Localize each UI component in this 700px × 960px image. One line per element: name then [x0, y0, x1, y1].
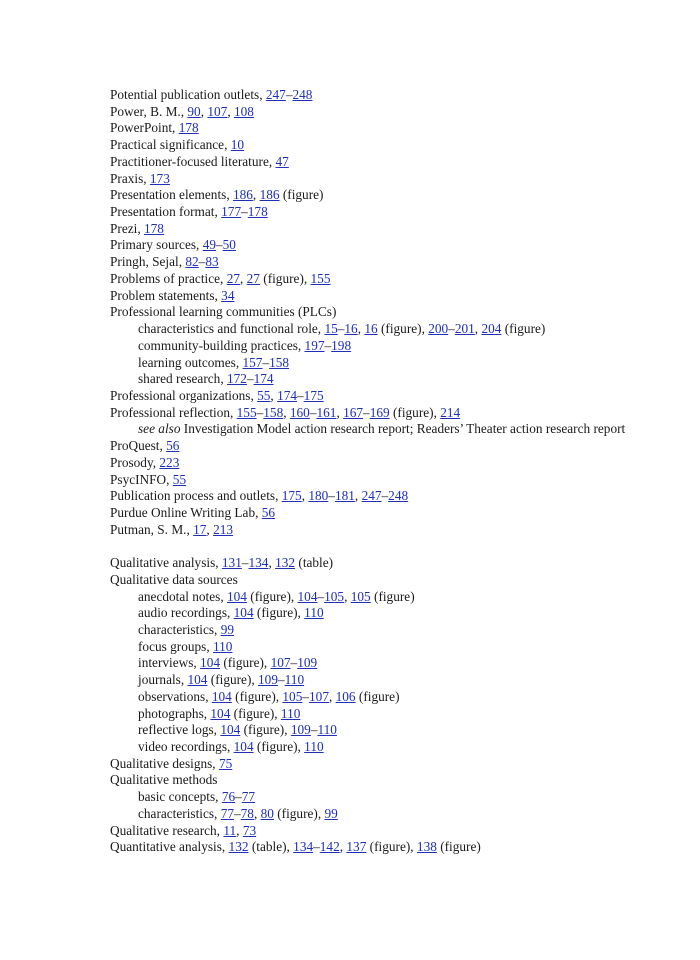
page-link[interactable]: 186: [259, 187, 280, 203]
entry-text: shared research,: [138, 371, 227, 387]
index-entry: [110, 388, 630, 405]
page-link[interactable]: 104: [233, 739, 254, 755]
page-link[interactable]: 56: [261, 504, 276, 520]
index-subentry: [110, 639, 630, 656]
entry-text: characteristics,: [138, 622, 221, 637]
index-subentry: [110, 589, 630, 606]
page-link[interactable]: 16: [364, 321, 378, 337]
entry-text: (figure),: [389, 404, 441, 420]
index-subentry: [110, 371, 630, 388]
index-page: [110, 87, 630, 856]
index-entry: [110, 271, 630, 288]
entry-text: Qualitative analysis,: [110, 555, 222, 571]
page-link[interactable]: 104: [226, 588, 247, 604]
page-link[interactable]: 131: [221, 555, 242, 571]
page-link[interactable]: 104: [210, 705, 231, 721]
page-link[interactable]: 27: [246, 270, 260, 286]
entry-text: ,: [344, 588, 351, 604]
index-entry: [110, 154, 630, 171]
entry-text: characteristics,: [138, 805, 221, 821]
index-entry: [110, 522, 630, 539]
entry-text: –: [309, 404, 317, 420]
entry-text: ,: [336, 404, 344, 420]
index-subentry: [110, 706, 630, 723]
entry-text: (figure),: [240, 722, 291, 738]
page-link[interactable]: 158: [263, 404, 284, 420]
page-link[interactable]: 16: [344, 321, 358, 337]
page-link[interactable]: 104: [187, 672, 208, 688]
page-link[interactable]: 73: [242, 822, 257, 838]
page-link[interactable]: 160: [289, 404, 310, 420]
entry-text: interviews,: [138, 655, 201, 671]
entry-text: video recordings,: [138, 739, 234, 755]
page-link[interactable]: 201: [454, 321, 475, 337]
entry-text: (figure),: [220, 655, 271, 671]
page-link[interactable]: 178: [143, 220, 164, 236]
index-subentry: [110, 338, 630, 355]
entry-text: Potential publication outlets,: [110, 87, 266, 102]
index-subentry: [110, 789, 630, 806]
index-entry: [110, 488, 630, 505]
entry-text: Presentation elements,: [110, 187, 233, 203]
page-link[interactable]: 213: [213, 521, 234, 537]
index-entry: [110, 204, 630, 221]
entry-text: –: [313, 839, 320, 855]
index-entry: [110, 237, 630, 254]
page-link[interactable]: 55: [257, 387, 271, 403]
entry-text: observations,: [138, 688, 212, 704]
page-link[interactable]: 248: [388, 488, 409, 504]
page-link[interactable]: 110: [304, 739, 324, 755]
entry-text: photographs,: [138, 705, 211, 721]
entry-text: Primary sources,: [110, 237, 203, 253]
entry-text: (figure),: [259, 270, 311, 286]
index-entry: [110, 288, 630, 305]
index-subentry: [110, 689, 630, 706]
index-entry: [110, 187, 630, 204]
page-link[interactable]: 110: [317, 722, 337, 738]
entry-text: ,: [200, 103, 208, 119]
page-link[interactable]: 105: [324, 588, 345, 604]
entry-text: focus groups,: [138, 638, 213, 654]
page-link[interactable]: 77: [241, 789, 256, 805]
entry-text: ,: [357, 321, 365, 337]
entry-text: learning outcomes,: [138, 354, 243, 370]
page-link[interactable]: 104: [200, 655, 220, 671]
entry-text: Power, B. M.,: [110, 103, 188, 119]
entry-text: –: [310, 722, 318, 738]
entry-text: Problem statements,: [110, 287, 222, 303]
entry-text: (figure): [355, 688, 400, 704]
page-link[interactable]: 200: [428, 321, 449, 337]
index-entry: [110, 572, 630, 589]
page-link[interactable]: 248: [292, 87, 313, 102]
entry-text: –: [448, 321, 455, 337]
page-link[interactable]: 180: [308, 488, 329, 504]
entry-text: Prezi,: [110, 220, 144, 236]
index-entry: [110, 304, 630, 321]
page-link[interactable]: 55: [172, 471, 187, 487]
page-link[interactable]: 167: [343, 404, 364, 420]
page-link[interactable]: 157: [242, 354, 263, 370]
page-link[interactable]: 175: [303, 387, 324, 403]
page-link[interactable]: 158: [269, 354, 290, 370]
entry-text: (figure): [279, 187, 324, 203]
entry-text: Pringh, Sejal,: [110, 254, 186, 270]
page-link[interactable]: 10: [230, 137, 245, 153]
page-link[interactable]: 104: [211, 688, 232, 704]
entry-text: Qualitative methods: [110, 772, 218, 788]
page-link[interactable]: 174: [253, 371, 274, 387]
index-entry: [110, 87, 630, 104]
index-subentry: [110, 605, 630, 622]
index-subentry: [110, 655, 630, 672]
entry-text: ,: [206, 521, 214, 537]
entry-text: Professional organizations,: [110, 387, 258, 403]
entry-text: –: [302, 688, 310, 704]
page-link[interactable]: 110: [212, 638, 233, 654]
page-link[interactable]: 110: [284, 672, 305, 688]
page-link[interactable]: 99: [220, 622, 234, 637]
entry-text: –: [324, 337, 332, 353]
entry-text: Professional learning communities (PLCs): [110, 304, 337, 320]
entry-text: ,: [227, 103, 234, 119]
page-link[interactable]: 107: [309, 688, 329, 704]
entry-text: –: [216, 237, 223, 253]
entry-text: ,: [283, 404, 290, 420]
index-entry: [110, 756, 630, 773]
page-link[interactable]: 27: [226, 270, 240, 286]
entry-text: –: [241, 555, 249, 571]
entry-text: (figure),: [231, 688, 283, 704]
entry-text: Presentation format,: [110, 204, 222, 220]
index-subentry: [110, 806, 630, 823]
page-link[interactable]: 132: [275, 555, 296, 571]
page-link[interactable]: 50: [222, 237, 236, 253]
page-link[interactable]: 104: [220, 722, 241, 738]
page-link[interactable]: 142: [319, 839, 340, 855]
entry-text: (figure),: [377, 321, 429, 337]
entry-text: –: [235, 789, 242, 805]
page-link[interactable]: 56: [166, 438, 180, 454]
entry-text: Practitioner-focused literature,: [110, 153, 276, 169]
entry-text: audio recordings,: [138, 605, 234, 621]
index-entry: [110, 839, 630, 856]
page-link[interactable]: 178: [247, 204, 268, 220]
page-link[interactable]: 169: [369, 404, 390, 420]
entry-text: ,: [301, 488, 309, 504]
page-link[interactable]: 77: [220, 805, 234, 821]
page-link[interactable]: 106: [335, 688, 356, 704]
page-link[interactable]: 138: [416, 839, 437, 855]
entry-text: –: [328, 488, 335, 504]
entry-text: Professional reflection,: [110, 404, 237, 420]
index-entry: [110, 472, 630, 489]
entry-text: Qualitative data sources: [110, 571, 238, 587]
index-entry: [110, 555, 630, 572]
page-link[interactable]: 17: [193, 521, 207, 537]
entry-text: ,: [252, 187, 260, 203]
page-link[interactable]: 161: [316, 404, 337, 420]
page-link[interactable]: 109: [297, 655, 318, 671]
page-link[interactable]: 174: [277, 387, 298, 403]
page-link[interactable]: 109: [290, 722, 311, 738]
entry-text: –: [198, 254, 206, 270]
page-link[interactable]: 109: [258, 672, 278, 688]
page-link[interactable]: 197: [304, 337, 325, 353]
entry-text: Practical significance,: [110, 137, 231, 153]
entry-text: community-building practices,: [138, 337, 305, 353]
page-link[interactable]: 99: [324, 805, 338, 821]
entry-text: (figure): [501, 321, 546, 337]
index-subentry: [110, 672, 630, 689]
page-link[interactable]: 108: [233, 103, 254, 119]
index-entry: [110, 772, 630, 789]
page-link[interactable]: 172: [226, 371, 247, 387]
page-link[interactable]: 11: [223, 822, 237, 838]
page-link[interactable]: 178: [178, 120, 199, 136]
page-link[interactable]: 214: [440, 404, 461, 420]
entry-text: –: [234, 805, 241, 821]
page-link[interactable]: 247: [361, 488, 382, 504]
page-link[interactable]: 204: [481, 321, 502, 337]
index-entry: [110, 823, 630, 840]
page-link[interactable]: 104: [233, 605, 254, 621]
page-link[interactable]: 78: [240, 805, 254, 821]
entry-text: ,: [328, 688, 336, 704]
entry-text: Publication process and outlets,: [110, 488, 282, 504]
page-link[interactable]: 223: [159, 454, 180, 470]
entry-text: ,: [354, 488, 362, 504]
index-entry: [110, 171, 630, 188]
index-entry: [110, 505, 630, 522]
entry-text: –: [337, 321, 345, 337]
page-link[interactable]: 134: [248, 555, 269, 571]
page-link[interactable]: 134: [293, 839, 314, 855]
entry-text: ,: [339, 839, 347, 855]
page-link[interactable]: 105: [282, 688, 303, 704]
entry-text: characteristics and functional role,: [138, 321, 325, 337]
index-entry: [110, 254, 630, 271]
index-subentry: [110, 722, 630, 739]
page-link[interactable]: 137: [346, 839, 367, 855]
index-entry: [110, 104, 630, 121]
entry-text: –: [277, 672, 285, 688]
page-link[interactable]: 247: [265, 87, 286, 102]
entry-text: anecdotal notes,: [138, 588, 227, 604]
entry-text: ,: [474, 321, 482, 337]
page-link[interactable]: 75: [218, 755, 233, 771]
page-link[interactable]: 107: [207, 103, 228, 119]
page-link[interactable]: 47: [275, 153, 289, 169]
entry-text: PowerPoint,: [110, 120, 179, 136]
index-subentry: [110, 739, 630, 756]
entry-text: (figure),: [230, 705, 281, 721]
entry-text: Quantitative analysis,: [110, 839, 229, 855]
entry-text: –: [262, 354, 270, 370]
page-link[interactable]: 83: [205, 254, 219, 270]
index-entry: [110, 405, 630, 422]
entry-text: –: [246, 371, 254, 387]
page-link[interactable]: 155: [310, 270, 331, 286]
page-link[interactable]: 49: [202, 237, 216, 253]
page-link[interactable]: 175: [281, 488, 302, 504]
index-entry: [110, 221, 630, 238]
page-link[interactable]: 177: [221, 204, 242, 220]
page-link[interactable]: 90: [187, 103, 201, 119]
page-link[interactable]: 110: [280, 705, 301, 721]
entry-text: ,: [270, 387, 278, 403]
entry-text: (figure),: [246, 588, 298, 604]
entry-text: basic concepts,: [138, 789, 222, 805]
entry-text: (figure),: [366, 839, 417, 855]
entry-text: (figure): [370, 588, 415, 604]
entry-text: –: [256, 404, 264, 420]
entry-text: ,: [268, 555, 276, 571]
entry-text: Qualitative designs,: [110, 755, 219, 771]
entry-text: Problems of practice,: [110, 270, 227, 286]
entry-text: (figure),: [207, 672, 259, 688]
entry-text: ,: [236, 822, 243, 838]
index-entry: [110, 137, 630, 154]
index-entry: [110, 438, 630, 455]
entry-text: –: [297, 387, 304, 403]
entry-text: journals,: [138, 672, 188, 688]
page-link[interactable]: 186: [232, 187, 253, 203]
entry-text: (figure): [436, 839, 481, 855]
entry-text: Prosody,: [110, 454, 160, 470]
page-link[interactable]: 198: [331, 337, 352, 353]
index-subentry: [110, 355, 630, 372]
entry-text: (figure),: [273, 805, 325, 821]
entry-text: Investigation Model action research report; Readers’ Theater action research report: [180, 421, 626, 437]
entry-text: (figure),: [253, 605, 305, 621]
page-link[interactable]: 105: [350, 588, 371, 604]
entry-text: –: [290, 655, 298, 671]
page-link[interactable]: 155: [236, 404, 257, 420]
page-link[interactable]: 132: [228, 839, 249, 855]
index-entry: [110, 455, 630, 472]
entry-text: –: [363, 404, 370, 420]
entry-text: –: [285, 87, 293, 102]
entry-text: Purdue Online Writing Lab,: [110, 504, 262, 520]
entry-text: ProQuest,: [110, 438, 167, 454]
entry-text: reflective logs,: [138, 722, 221, 738]
entry-text: (figure),: [253, 739, 305, 755]
entry-text: Qualitative research,: [110, 822, 224, 838]
page-link[interactable]: 110: [304, 605, 324, 621]
entry-text: Putman, S. M.,: [110, 521, 194, 537]
page-link[interactable]: 107: [270, 655, 291, 671]
entry-text: ,: [239, 270, 247, 286]
index-entry: [110, 120, 630, 137]
entry-text: PsycINFO,: [110, 471, 173, 487]
page-link[interactable]: 82: [185, 254, 199, 270]
entry-text: –: [317, 588, 325, 604]
page-link[interactable]: 173: [149, 170, 170, 186]
page-link[interactable]: 80: [260, 805, 274, 821]
entry-text: (table): [295, 555, 334, 571]
page-link[interactable]: 76: [221, 789, 236, 805]
index-subentry: [110, 421, 630, 438]
page-link[interactable]: 34: [221, 287, 235, 303]
entry-text: (table),: [248, 839, 294, 855]
page-link[interactable]: 181: [334, 488, 355, 504]
page-link[interactable]: 15: [324, 321, 338, 337]
entry-text: –: [241, 204, 248, 220]
page-link[interactable]: 104: [297, 588, 318, 604]
entry-text: –: [381, 488, 389, 504]
entry-text: ,: [253, 805, 261, 821]
index-subentry: [110, 622, 630, 639]
index-subentry: [110, 321, 630, 338]
see-also-label: see also: [138, 421, 181, 437]
entry-text: Praxis,: [110, 170, 150, 186]
